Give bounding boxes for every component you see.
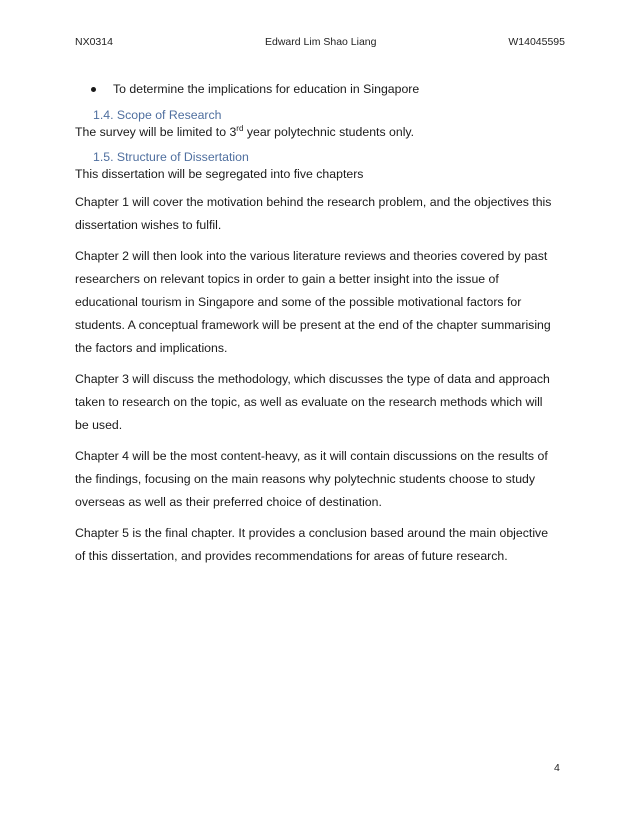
paragraph-line: students. A conceptual framework will be present at the end of the chapter summarising	[75, 318, 551, 332]
scope-paragraph: The survey will be limited to 3rd year polytechnic students only.	[75, 124, 415, 139]
paragraph-line: be used.	[75, 418, 123, 432]
section-heading-structure: 1.5. Structure of Dissertation	[93, 150, 249, 164]
page-header	[75, 36, 565, 50]
paragraph-line: overseas as well as their preferred choice of destination.	[75, 495, 382, 509]
structure-intro: This dissertation will be segregated into five chapters	[75, 167, 364, 181]
paragraph-line: Chapter 4 will be the most content-heavy, as it will contain discussions on the results of	[75, 449, 548, 463]
header-student-id: W14045595	[508, 36, 565, 48]
paragraph-line: dissertation wishes to fulfil.	[75, 218, 222, 232]
paragraph-line: Chapter 3 will discuss the methodology, which discusses the type of data and approach	[75, 372, 550, 386]
chapter-4-paragraph	[75, 445, 565, 514]
paragraph-line: the findings, focusing on the main reasons why polytechnic students choose to study	[75, 472, 536, 486]
chapter-3-paragraph	[75, 368, 565, 437]
header-author-name: Edward Lim Shao Liang	[265, 36, 377, 48]
bullet-icon	[91, 87, 96, 92]
ordinal-superscript: rd	[236, 124, 244, 133]
bullet-text: To determine the implications for education in Singapore	[113, 82, 420, 96]
header-course-code: NX0314	[75, 36, 113, 48]
bullet-item	[75, 78, 565, 101]
paragraph-line: researchers on relevant topics in order to gain a better insight into the issue of	[75, 272, 499, 286]
section-heading-scope: 1.4. Scope of Research	[93, 108, 222, 122]
chapter-1-paragraph	[75, 191, 565, 237]
paragraph-line: educational tourism in Singapore and some of the possible motivational factors for	[75, 295, 522, 309]
chapter-2-paragraph	[75, 245, 565, 360]
paragraph-line: Chapter 1 will cover the motivation behind the research problem, and the objectives this	[75, 195, 552, 209]
page-number: 4	[554, 762, 560, 774]
paragraph-line: taken to research on the topic, as well as evaluate on the research methods which will	[75, 395, 543, 409]
paragraph-line: Chapter 5 is the final chapter. It provides a conclusion based around the main objective	[75, 526, 549, 540]
paragraph-line: the factors and implications.	[75, 341, 228, 355]
paragraph-line: of this dissertation, and provides recommendations for areas of future research.	[75, 549, 508, 563]
chapter-5-paragraph	[75, 522, 565, 568]
paragraph-line: Chapter 2 will then look into the various literature reviews and theories covered by past	[75, 249, 548, 263]
document-body	[75, 78, 565, 568]
